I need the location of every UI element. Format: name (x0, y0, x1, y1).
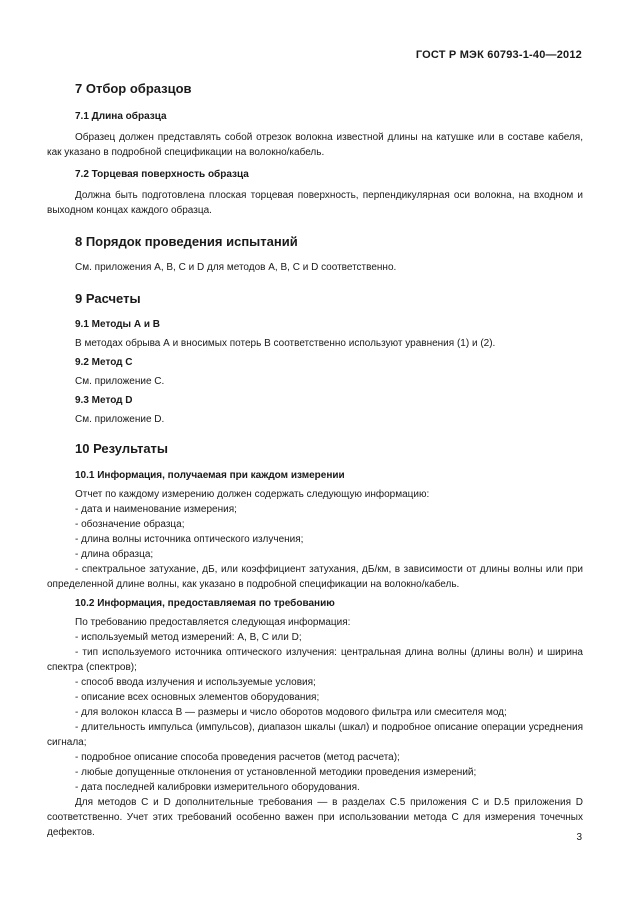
section-9-1-text: В методах обрыва А и вносимых потерь В соответственно используют уравнения (1) и (2). (75, 338, 496, 349)
section-7-1-text: Образец должен представлять собой отрезок волокна известной длины на катушке или в составе кабеля, как указано в подробной спецификации на волокно/кабель. (47, 132, 583, 158)
list-item: - любые допущенные отклонения от установленной методики проведения измерений; (75, 767, 477, 778)
list-item: - для волокон класса В — размеры и число оборотов модового фильтра или смесителя мод; (75, 707, 507, 718)
section-8-text: См. приложения А, В, С и D для методов А, В, С и D соответственно. (75, 262, 397, 273)
section-10-1-title: 10.1 Информация, получаемая при каждом измерении (75, 470, 345, 481)
list-item: - дата последней калибровки измерительного оборудования. (75, 782, 360, 793)
list-item: - способ ввода излучения и используемые условия; (75, 677, 316, 688)
section-9-1-title: 9.1 Методы А и В (75, 319, 160, 330)
list-item: - длительность импульса (импульсов), диапазон шкалы (шкал) и подробное описание операции усреднения сигнала; (47, 722, 583, 748)
section-10-title: 10 Результаты (75, 441, 169, 456)
page-number: 3 (576, 832, 582, 843)
list-item: - дата и наименование измерения; (75, 504, 237, 515)
list-item: - спектральное затухание, дБ, или коэффициент затухания, дБ/км, в зависимости от длины волны или при определенной длине волны, как указано в подробной спецификации на волокно/кабель. (47, 564, 583, 590)
list-item: - тип используемого источника оптического излучения: центральная длина волны (длины волн) и ширина спектра (спектров); (47, 647, 583, 673)
section-9-3-title: 9.3 Метод D (75, 395, 133, 406)
document-header: ГОСТ Р МЭК 60793-1-40—2012 (415, 49, 582, 61)
section-9-2-title: 9.2 Метод С (75, 357, 133, 368)
list-item: - описание всех основных элементов оборудования; (75, 692, 320, 703)
section-7-1-title: 7.1 Длина образца (75, 111, 167, 122)
section-7-2-title: 7.2 Торцевая поверхность образца (75, 169, 249, 180)
list-item: - обозначение образца; (75, 519, 185, 530)
section-9-2-text: См. приложение С. (75, 376, 165, 387)
section-7-title: 7 Отбор образцов (75, 81, 192, 96)
section-8-title: 8 Порядок проведения испытаний (75, 234, 298, 249)
section-9-title: 9 Расчеты (75, 291, 141, 306)
list-item: - длина волны источника оптического излучения; (75, 534, 304, 545)
section-10-2-final: Для методов С и D дополнительные требования — в разделах С.5 приложения С и D.5 приложения D соответственно. Учет этих требований особенно важен при использовании метода С для измерения точечных дефектов. (47, 797, 583, 838)
list-item: - длина образца; (75, 549, 154, 560)
page-content (47, 77, 583, 840)
section-10-2-title: 10.2 Информация, предоставляемая по требованию (75, 598, 335, 609)
section-10-1-intro: Отчет по каждому измерению должен содержать следующую информацию: (75, 489, 430, 500)
section-10-2-intro: По требованию предоставляется следующая информация: (75, 617, 351, 628)
list-item: - подробное описание способа проведения расчетов (метод расчета); (75, 752, 400, 763)
section-9-3-text: См. приложение D. (75, 414, 165, 425)
list-item: - используемый метод измерений: А, В, С или D; (75, 632, 302, 643)
section-7-2-text: Должна быть подготовлена плоская торцевая поверхность, перпендикулярная оси волокна, на входном и выходном концах каждого образца. (47, 190, 583, 216)
